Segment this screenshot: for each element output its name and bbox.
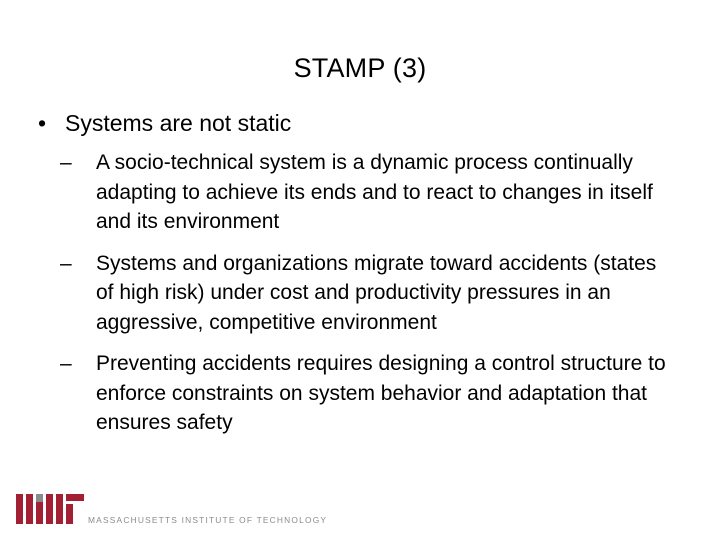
bullet-item xyxy=(38,108,698,138)
logo-bar xyxy=(56,494,63,524)
sub-bullet-marker: – xyxy=(60,151,72,174)
sub-bullet-item xyxy=(60,148,698,237)
logo-bar xyxy=(16,494,23,524)
sub-bullet-list xyxy=(60,148,698,438)
sub-bullet-text: A socio-technical system is a dynamic process continually adapting to achieve its ends and to react to changes in itself and its environment xyxy=(96,151,653,233)
logo-bar xyxy=(26,494,33,524)
logo-wordmark: MASSACHUSETTS INSTITUTE OF TECHNOLOGY xyxy=(88,515,328,525)
logo-bar xyxy=(46,494,53,524)
sub-bullet-text: Preventing accidents requires designing a control structure to enforce constraints on system behavior and adaptation that ensures safety xyxy=(96,352,666,434)
sub-bullet-marker: – xyxy=(60,251,72,275)
sub-bullet-marker: – xyxy=(60,352,72,375)
sub-bullet-item xyxy=(60,249,698,338)
logo-bar-accent xyxy=(36,494,43,502)
bullet-list xyxy=(38,108,698,450)
slide-title: STAMP (3) xyxy=(293,53,427,83)
bullet-marker: • xyxy=(38,110,47,136)
sub-bullet-item xyxy=(60,349,698,438)
logo-bar xyxy=(66,504,73,524)
bullet-text: Systems are not static xyxy=(65,110,292,136)
sub-bullet-text: Systems and organizations migrate toward accidents (states of high risk) under cost and productivity pressures in an aggressive, competitive environment xyxy=(96,251,657,334)
logo-bar xyxy=(66,494,84,501)
